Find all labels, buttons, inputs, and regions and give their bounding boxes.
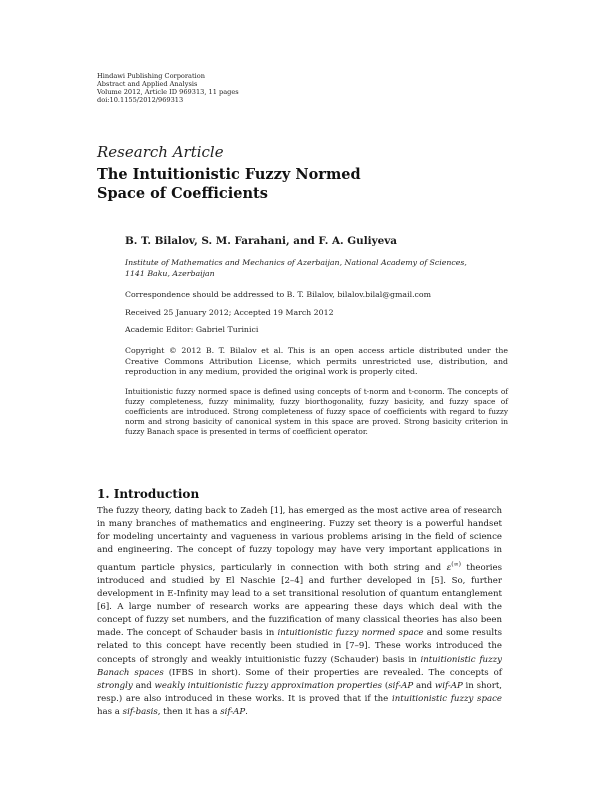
volume-info: Volume 2012, Article ID 969313, 11 pages xyxy=(97,88,239,97)
authors: B. T. Bilalov, S. M. Farahani, and F. A. Guliyeva xyxy=(125,235,398,247)
para-italic-weakly-ifap: weakly intuitionistic fuzzy approximation properties xyxy=(154,680,383,691)
article-title xyxy=(97,165,517,203)
title-line-1: The Intuitionistic Fuzzy Normed xyxy=(97,166,361,183)
para-text-period: . xyxy=(245,707,248,718)
affiliation-line-2: 1141 Baku, Azerbaijan xyxy=(125,268,215,278)
para-text-has-a: has a xyxy=(97,707,123,718)
para-text-and-2: and xyxy=(413,680,435,691)
title-line-2: Space of Coefficients xyxy=(97,185,268,202)
para-italic-ifbs: intuitionistic fuzzy Banach spaces xyxy=(97,654,502,678)
para-italic-sif-basis: sif-basis xyxy=(122,707,158,718)
affiliation xyxy=(125,258,508,279)
received-accepted-dates: Received 25 January 2012; Accepted 19 March 2012 xyxy=(125,308,334,317)
epsilon-superscript: (∞) xyxy=(451,560,461,568)
academic-editor: Academic Editor: Gabriel Turinici xyxy=(125,325,259,334)
doi: doi:10.1155/2012/969313 xyxy=(97,96,184,105)
publication-info xyxy=(97,72,239,104)
para-italic-if-space: intuitionistic fuzzy space xyxy=(391,694,502,705)
introduction-paragraph xyxy=(97,505,502,719)
journal-name: Abstract and Applied Analysis xyxy=(97,80,198,89)
para-text-6: in short, resp.) are also introduced in these works. It is proved that if the xyxy=(97,680,503,705)
publisher-name: Hindawi Publishing Corporation xyxy=(97,72,205,80)
correspondence: Correspondence should be addressed to B. T. Bilalov, bilalov.bilal@gmail.com xyxy=(125,290,431,299)
para-italic-sif-ap: sif-AP xyxy=(388,680,414,691)
para-italic-sif-ap-2: sif-AP xyxy=(220,707,246,718)
para-italic-strongly: strongly xyxy=(97,680,133,691)
article-type: Research Article xyxy=(97,143,224,161)
para-text-and-1: and xyxy=(132,680,155,691)
para-text-4: (IFBS in short). Some of their properties are revealed. The concepts of xyxy=(163,667,502,678)
para-text-then: , then it has a xyxy=(157,707,221,718)
affiliation-line-1: Institute of Mathematics and Mechanics of Azerbaijan, National Academy of Sciences, xyxy=(125,258,467,267)
abstract: Intuitionistic fuzzy normed space is defined using concepts of t-norm and t-conorm. The concepts of fuzzy completeness, fuzzy minimality, fuzzy biorthogonality, fuzzy basicity, and fuzzy space of coefficients are introduced. Strong completeness of fuzzy space of coefficients with regard to fuzzy norm and strong basicity of canonical system in this space are proved. Strong basicity criterion in fuzzy Banach space is presented in terms of coefficient operator. xyxy=(125,387,508,436)
para-text-3: and some results related to this concept have recently been studied in [7–9]. These works introduced the concepts of strongly and weakly intuitionistic fuzzy (Schauder) basis in xyxy=(97,628,502,665)
para-text-2: theories introduced and studied by El Naschie [2–4] and further developed in [5]. So, further development in E-Infinity may lead to a set transitional resolution of quantum entanglement [6]. A large number of research works are appearing these days which deal with the concept of fuzzy set numbers, and the fuzzification of many classical theories has also been made. The concept of Schauder basis in xyxy=(97,562,502,639)
copyright-notice: Copyright © 2012 B. T. Bilalov et al. This is an open access article distributed under the Creative Commons Attribution License, which permits unrestricted use, distribution, and reproduction in any medium, provided the original work is properly cited. xyxy=(125,346,508,377)
para-italic-ifns: intuitionistic fuzzy normed space xyxy=(277,628,424,639)
para-text-5: ( xyxy=(382,680,389,691)
para-italic-wif-ap: wif-AP xyxy=(434,680,463,691)
section-heading-introduction: 1. Introduction xyxy=(97,487,200,501)
para-text-1: The fuzzy theory, dating back to Zadeh [1], has emerged as the most active area of research in many branches of mathematics and engineering. Fuzzy set theory is a powerful handset for modeling uncertainty and vagueness in various problems arising in the field of science and engineering. The concept of fuzzy topology may have very important applications in quantum particle physics, particularly in connection with both string and xyxy=(97,506,502,573)
epsilon-symbol: ε xyxy=(446,562,452,573)
